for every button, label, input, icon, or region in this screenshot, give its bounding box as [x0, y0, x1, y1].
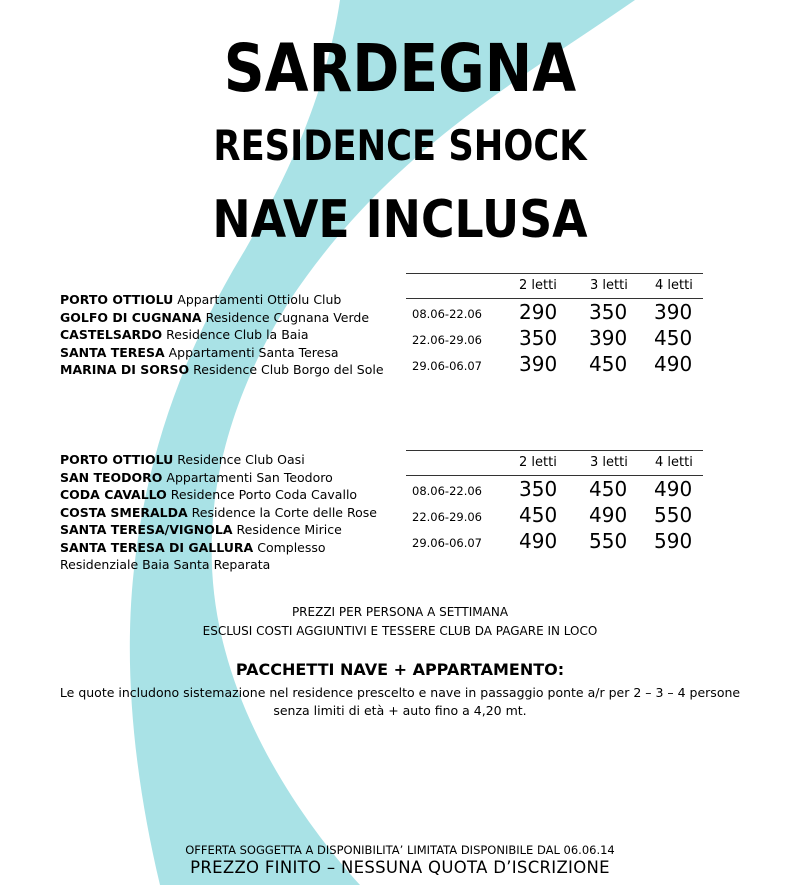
offer-availability: OFFERTA SOGGETTA A DISPONIBILITA’ LIMITATA DISPONIBILE DAL 06.06.14 [185, 843, 615, 857]
final-price-note: PREZZO FINITO – NESSUNA QUOTA D’ISCRIZIONE [190, 858, 610, 877]
hotel-name: Appartamenti Ottiolu Club [177, 292, 342, 307]
hotel-place: CODA CAVALLO [60, 487, 167, 502]
price-value: 450 [589, 352, 628, 376]
title-tagline: NAVE INCLUSA [212, 190, 588, 250]
price-value: 490 [654, 352, 693, 376]
hotel-name: Residence la Corte delle Rose [191, 504, 377, 520]
hotel-name: Residence Club la Baia [166, 327, 309, 342]
price-row [406, 528, 703, 554]
hotel-place: MARINA DI SORSO [60, 362, 190, 377]
hotel-place: PORTO OTTIOLU [60, 292, 174, 307]
hotel-name: Appartamenti San Teodoro [166, 469, 333, 485]
period-label: 29.06-06.07 [412, 536, 482, 550]
column-header: 2 letti [519, 278, 557, 293]
hotel-place: SAN TEODORO [60, 469, 163, 485]
price-row [406, 502, 703, 528]
hotel-item [60, 521, 377, 539]
price-value: 350 [519, 477, 558, 501]
price-row [406, 299, 703, 325]
hotel-place: SANTA TERESA/VIGNOLA [60, 522, 233, 537]
hotel-item [60, 539, 377, 557]
price-value: 350 [589, 300, 628, 324]
price-row [406, 351, 703, 377]
hotel-place: CASTELSARDO [60, 327, 163, 342]
hotel-item [60, 504, 377, 522]
hotel-name: Residence Club Borgo del Sole [193, 362, 384, 377]
price-notes [0, 603, 800, 641]
package-description [0, 684, 800, 720]
hotel-item [60, 309, 384, 327]
hotel-item [60, 344, 384, 362]
price-table-header [406, 273, 703, 299]
hotel-name: Residence Mirice [236, 522, 342, 537]
price-table-1 [406, 273, 703, 377]
hotel-place: PORTO OTTIOLU [60, 452, 174, 467]
hotel-item [60, 361, 384, 379]
hotel-place: GOLFO DI CUGNANA [60, 309, 202, 325]
price-value: 390 [654, 300, 693, 324]
price-table-2 [406, 450, 703, 554]
column-header: 4 letti [655, 278, 693, 293]
price-value: 390 [519, 352, 558, 376]
price-value: 390 [589, 326, 628, 350]
price-row [406, 476, 703, 502]
period-label: 22.06-29.06 [412, 333, 482, 347]
hotel-list-2 [60, 451, 377, 574]
hotel-list-1 [60, 291, 384, 379]
column-header: 4 letti [655, 455, 693, 470]
note-line: ESCLUSI COSTI AGGIUNTIVI E TESSERE CLUB DA PAGARE IN LOCO [202, 624, 598, 638]
price-value: 350 [519, 326, 558, 350]
price-value: 490 [654, 477, 693, 501]
hotel-name: Appartamenti Santa Teresa [168, 344, 339, 360]
price-value: 450 [654, 326, 693, 350]
price-value: 590 [654, 529, 693, 553]
hotel-name: Residence Porto Coda Cavallo [170, 487, 358, 502]
price-value: 550 [589, 529, 628, 553]
hotel-item [60, 556, 377, 574]
note-line: PREZZI PER PERSONA A SETTIMANA [291, 605, 509, 619]
hotel-name: Residence Cugnana Verde [205, 309, 370, 325]
hotel-name: Complesso [257, 539, 326, 555]
column-header: 2 letti [519, 455, 557, 470]
hotel-item [60, 451, 377, 469]
period-label: 29.06-06.07 [412, 359, 482, 373]
title-subheading: RESIDENCE SHOCK [213, 121, 587, 170]
price-value: 550 [654, 503, 693, 527]
price-value: 450 [589, 477, 628, 501]
hotel-place: SANTA TERESA DI GALLURA [60, 539, 254, 555]
column-header: 3 letti [590, 278, 628, 293]
package-line: Le quote includono sistemazione nel residence prescelto e nave in passaggio ponte a/r per 2 – 3 – 4 persone [59, 685, 741, 700]
price-value: 450 [519, 503, 558, 527]
price-value: 290 [519, 300, 558, 324]
price-value: 490 [589, 503, 628, 527]
period-label: 08.06-22.06 [412, 307, 482, 321]
package-title: PACCHETTI NAVE + APPARTAMENTO: [235, 660, 565, 679]
period-label: 08.06-22.06 [412, 484, 482, 498]
hotel-name: Residence Club Oasi [177, 452, 305, 467]
hotel-place: COSTA SMERALDA [60, 504, 188, 520]
hotel-item [60, 326, 384, 344]
price-row [406, 325, 703, 351]
period-label: 22.06-29.06 [412, 510, 482, 524]
hotel-place: SANTA TERESA [60, 344, 165, 360]
price-table-header [406, 450, 703, 476]
column-header: 3 letti [590, 455, 628, 470]
hotel-item [60, 291, 384, 309]
title-region: SARDEGNA [223, 30, 577, 107]
price-value: 490 [519, 529, 558, 553]
hotel-item [60, 469, 377, 487]
hotel-name: Residenziale Baia Santa Reparata [60, 557, 271, 572]
package-line: senza limiti di età + auto fino a 4,20 mt. [273, 703, 527, 718]
hotel-item [60, 486, 377, 504]
